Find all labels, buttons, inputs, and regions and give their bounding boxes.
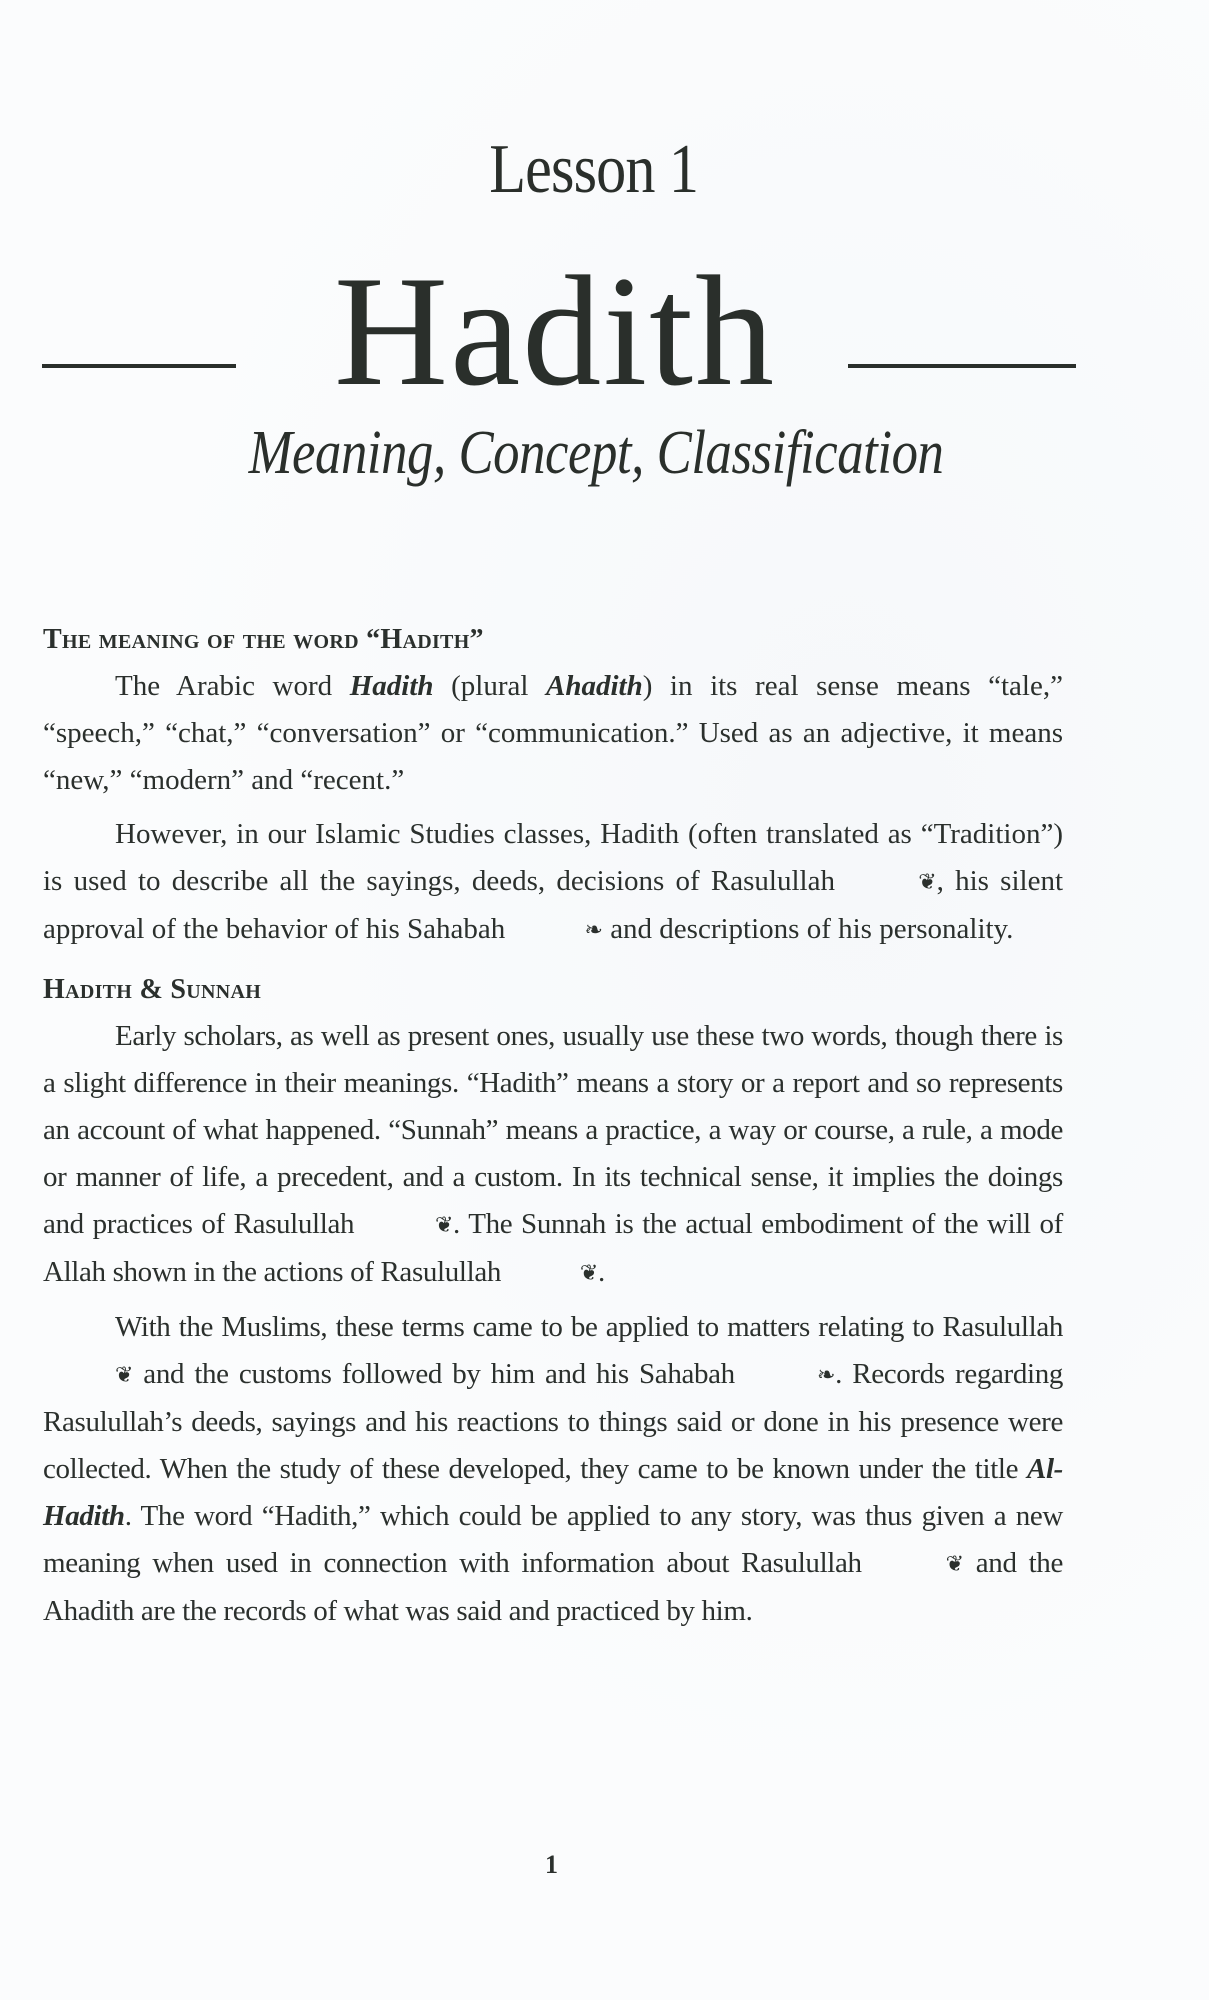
page-title: Hadith — [333, 244, 777, 419]
radiallahu-honorific-icon: ❧ — [584, 918, 603, 943]
emphasized-term: Al-Hadith — [43, 1453, 1063, 1532]
section-heading-hadith-sunnah: Hadith & Sunnah — [43, 974, 262, 1005]
paragraph: However, in our Islamic Studies classes, Hadith (often translated as “Tradition”) is used to describe all the sayings, deeds, decisions of Rasulullah ❦, his silent approval of the behavior of his Sahabah ❧ and descriptions of his personality. — [43, 811, 1063, 954]
section-heading-meaning: The meaning of the word “Hadith” — [43, 624, 484, 655]
title-row — [0, 244, 1209, 419]
salawat-honorific-icon: ❦ — [579, 1261, 598, 1286]
salawat-honorific-icon: ❦ — [918, 870, 937, 895]
lesson-label: Lesson 1 — [489, 131, 699, 208]
emphasized-term: Ahadith — [545, 670, 643, 702]
title-rule-left — [42, 364, 236, 368]
title-rule-right — [848, 364, 1076, 368]
paragraph: The Arabic word Hadith (plural Ahadith) in its real sense means “tale,” “speech,” “chat,” “conversation” or “communication.” Used as an adjective, it means “new,” “modern” and “recent.” — [43, 670, 1063, 796]
salawat-honorific-icon: ❦ — [434, 1213, 454, 1238]
radiallahu-honorific-icon: ❧ — [817, 1363, 836, 1388]
salawat-honorific-icon: ❦ — [945, 1552, 964, 1577]
page-subtitle: Meaning, Concept, Classification — [248, 419, 944, 487]
paragraph: With the Muslims, these terms came to be applied to matters relating to Rasulullah ❦ and the customs followed by him and his Sahabah ❧. Records regarding Rasulullah’s deeds, sayings and his reactions to things said or done in his presence were collected. When the study of these developed, they came to be known under the title Al-Hadith. The word “Hadith,” which could be applied to any story, was thus given a new meaning when used in connection with information about Rasulullah ❦ and the Ahadith are the records of what was said and practiced by him. — [43, 1311, 1063, 1627]
emphasized-term: Hadith — [349, 670, 434, 702]
page-number: 1 — [545, 1850, 558, 1879]
body-content — [43, 616, 1063, 1642]
paragraph: Early scholars, as well as present ones, usually use these two words, though there is a slight difference in their meanings. “Hadith” means a story or a report and so represents an account of what happened. “Sunnah” means a practice, a way or course, a rule, a mode or manner of life, a precedent, and a custom. In its technical sense, it implies the doings and practices of Rasulullah ❦. The Sunnah is the actual embodiment of the will of Allah shown in the actions of Rasulullah ❦. — [43, 1013, 1063, 1297]
salawat-honorific-icon: ❦ — [115, 1363, 134, 1388]
